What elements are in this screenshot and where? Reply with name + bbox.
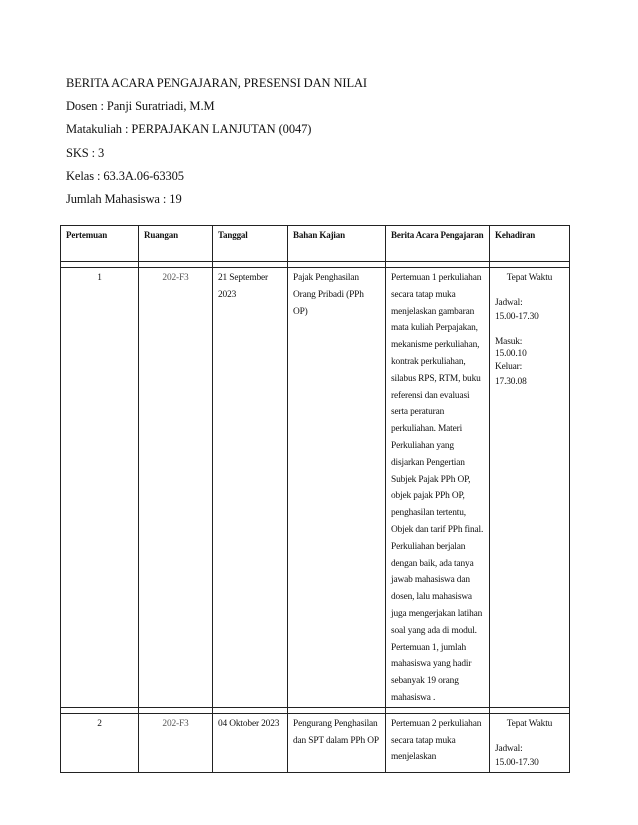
status-label: Tepat Waktu: [506, 718, 553, 729]
cell-bahan-kajian: Pengurang Penghasilan dan SPT dalam PPh OP: [288, 713, 386, 772]
cell-ruangan: 202-F3: [139, 713, 213, 772]
masuk-label: Masuk:: [495, 336, 523, 347]
table-row: [61, 713, 570, 772]
sks-line: SKS : 3: [66, 145, 105, 160]
cell-pertemuan: 2: [61, 713, 139, 772]
jadwal-value: 15.00-17.30: [495, 757, 539, 768]
table-row: [61, 268, 570, 708]
header-pertemuan: Pertemuan: [61, 226, 139, 262]
matakuliah-line: Matakuliah : PERPAJAKAN LANJUTAN (0047): [66, 122, 312, 137]
cell-berita-acara: Pertemuan 1 perkuliahan secara tatap muka menjelaskan gambaran mata kuliah Perpajakan, mekanisme perkuliahan, kontrak perkuliahan, silabus RPS, RTM, buku referensi dan evaluasi serta peraturan perkuliahan. Materi Perkuliahan yang disjarkan Pengertian Subjek Pajak PPh OP, objek pajak PPh OP, penghasilan tertentu, Objek dan tarif PPh final. Perkuliahan berjalan dengan baik, ada tanya jawab mahasiswa dan dosen, lalu mahasiswa juga mengerjakan latihan soal yang ada di modul. Pertemuan 1, jumlah mahasiswa yang hadir sebanyak 19 orang mahasiswa .: [386, 268, 490, 708]
header-tanggal: Tanggal: [213, 226, 288, 262]
document-title: BERITA ACARA PENGAJARAN, PRESENSI DAN NILAI: [66, 76, 367, 90]
cell-berita-acara: Pertemuan 2 perkuliahan secara tatap muka menjelaskan: [386, 713, 490, 772]
jadwal-label: Jadwal:: [495, 743, 523, 754]
cell-tanggal: 04 Oktober 2023: [213, 713, 288, 772]
cell-tanggal: 21 September 2023: [213, 268, 288, 708]
status-label: Tepat Waktu: [506, 273, 553, 283]
keluar-label: Keluar:: [495, 361, 523, 372]
document-header: [66, 72, 367, 211]
jadwal-value: 15.00-17.30: [495, 311, 539, 322]
cell-ruangan: 202-F3: [139, 268, 213, 708]
cell-bahan-kajian: Pajak Penghasilan Orang Pribadi (PPh OP): [288, 268, 386, 708]
keluar-value: 17.30.08: [495, 376, 527, 387]
masuk-value: 15.00.10: [495, 348, 527, 359]
dosen-line: Dosen : Panji Suratriadi, M.M: [66, 99, 215, 114]
jumlah-mahasiswa-line: Jumlah Mahasiswa : 19: [66, 192, 182, 207]
header-ruangan: Ruangan: [139, 226, 213, 262]
berita-acara-table: [60, 225, 570, 773]
cell-kehadiran: [490, 268, 570, 708]
cell-pertemuan: 1: [61, 268, 139, 708]
header-bahan-kajian: Bahan Kajian: [288, 226, 386, 262]
jadwal-label: Jadwal:: [495, 297, 523, 308]
header-kehadiran: Kehadiran: [490, 226, 570, 262]
header-berita-acara: Berita Acara Pengajaran: [386, 226, 490, 262]
cell-kehadiran: [490, 713, 570, 772]
table-header-row: [61, 226, 570, 262]
kelas-line: Kelas : 63.3A.06-63305: [66, 168, 184, 183]
